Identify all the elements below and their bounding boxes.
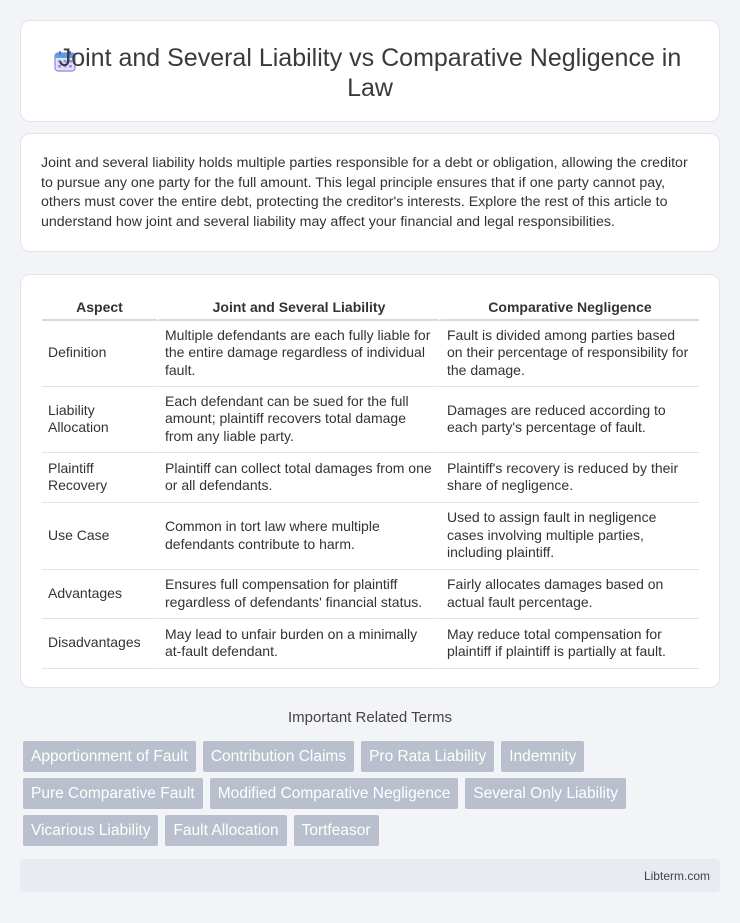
related-terms-list — [23, 741, 713, 852]
table-row — [42, 453, 699, 503]
header-aspect: Aspect — [42, 295, 157, 321]
comparison-card — [20, 274, 720, 688]
tag-row — [23, 741, 713, 772]
row-joint-several: Multiple defendants are each fully liable for the entire damage regardless of individual fault. — [157, 321, 439, 387]
table-row — [42, 321, 699, 387]
tag-vicarious-liability[interactable]: Vicarious Liability — [23, 815, 158, 846]
table-row — [42, 387, 699, 453]
tag-contribution-claims[interactable]: Contribution Claims — [203, 741, 354, 772]
tag-modified-comparative-negligence[interactable]: Modified Comparative Negligence — [210, 778, 459, 809]
header-joint-several: Joint and Several Liability — [157, 295, 439, 321]
row-aspect: Disadvantages — [42, 619, 157, 669]
table-row — [42, 503, 699, 570]
row-comparative: Used to assign fault in negligence cases involving multiple parties, including plaintiff. — [439, 503, 699, 570]
footer-site-link[interactable]: Libterm.com — [643, 869, 710, 883]
row-joint-several: Common in tort law where multiple defendants contribute to harm. — [157, 503, 439, 570]
page-title: Joint and Several Liability vs Comparative Negligence in Law — [58, 44, 682, 102]
row-comparative: Damages are reduced according to each party's percentage of fault. — [439, 387, 699, 453]
tag-apportionment-of-fault[interactable]: Apportionment of Fault — [23, 741, 196, 772]
tag-pro-rata-liability[interactable]: Pro Rata Liability — [361, 741, 494, 772]
table-row — [42, 619, 699, 669]
row-joint-several: Ensures full compensation for plaintiff regardless of defendants' financial status. — [157, 570, 439, 619]
tag-fault-allocation[interactable]: Fault Allocation — [165, 815, 286, 846]
table-row — [42, 570, 699, 619]
row-aspect: Liability Allocation — [42, 387, 157, 453]
row-comparative: May reduce total compensation for plaintiff if plaintiff is partially at fault. — [439, 619, 699, 669]
row-comparative: Plaintiff's recovery is reduced by their share of negligence. — [439, 453, 699, 503]
header-comparative: Comparative Negligence — [439, 295, 699, 321]
row-aspect: Definition — [42, 321, 157, 387]
tag-row — [23, 815, 713, 846]
tag-row — [23, 778, 713, 809]
intro-card — [20, 133, 720, 252]
related-terms-title: Important Related Terms — [288, 709, 452, 726]
footer — [20, 859, 720, 892]
comparison-table — [42, 295, 699, 669]
header-card — [20, 20, 720, 122]
row-joint-several: Each defendant can be sued for the full amount; plaintiff recovers total damage from any liable party. — [157, 387, 439, 453]
row-joint-several: May lead to unfair burden on a minimally at-fault defendant. — [157, 619, 439, 669]
row-aspect: Advantages — [42, 570, 157, 619]
table-header-row — [42, 295, 699, 321]
row-aspect: Plaintiff Recovery — [42, 453, 157, 503]
intro-paragraph: Joint and several liability holds multiple parties responsible for a debt or obligation, allowing the creditor to pursue any one party for the full amount. This legal principle ensures that if one party cannot pay, others must cover the entire debt, protecting the creditor's interests. Explore the rest of this article to understand how joint and several liability may affect your financial and legal responsibilities. — [41, 155, 688, 230]
row-comparative: Fault is divided among parties based on their percentage of responsibility for the damage. — [439, 321, 699, 387]
tag-pure-comparative-fault[interactable]: Pure Comparative Fault — [23, 778, 203, 809]
row-comparative: Fairly allocates damages based on actual fault percentage. — [439, 570, 699, 619]
tag-tortfeasor[interactable]: Tortfeasor — [294, 815, 379, 846]
tag-several-only-liability[interactable]: Several Only Liability — [465, 778, 626, 809]
row-aspect: Use Case — [42, 503, 157, 570]
tag-indemnity[interactable]: Indemnity — [501, 741, 584, 772]
row-joint-several: Plaintiff can collect total damages from one or all defendants. — [157, 453, 439, 503]
